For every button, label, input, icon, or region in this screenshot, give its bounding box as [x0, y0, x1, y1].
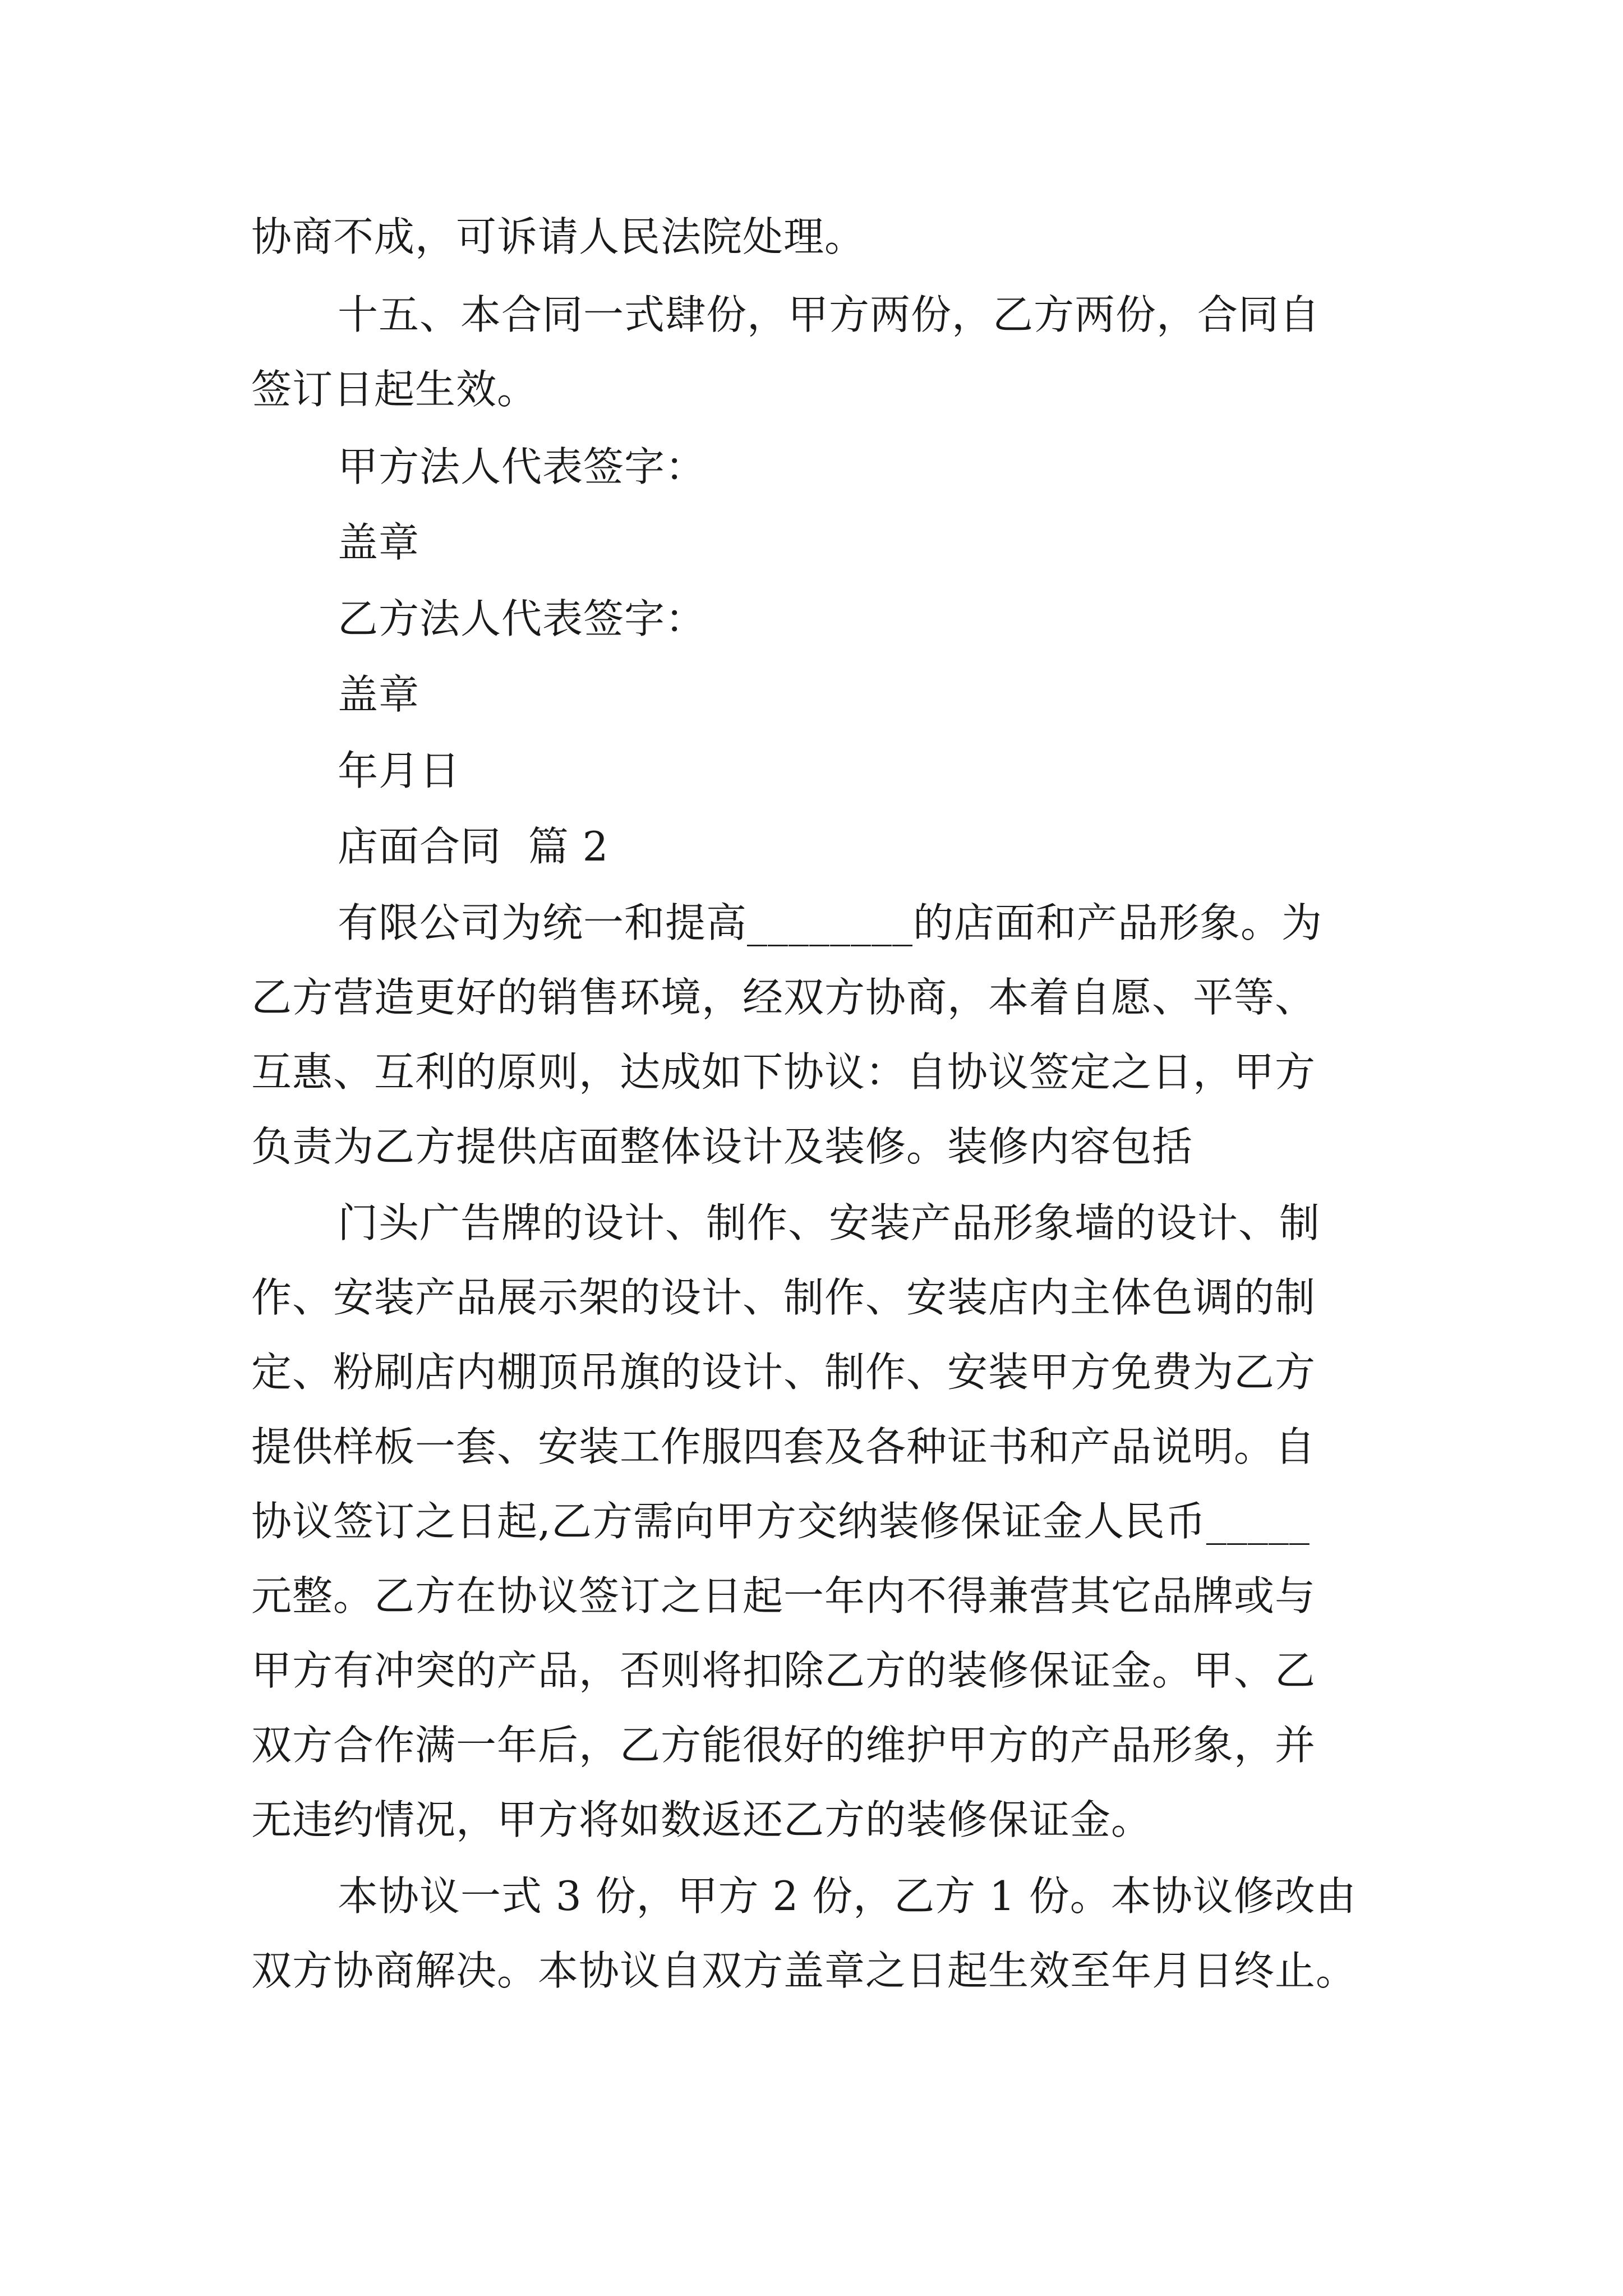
text-line: 盖章 — [338, 671, 420, 718]
text-line: 互惠、互利的原则，达成如下协议：自协议签定之日，甲方 — [251, 1048, 1316, 1096]
text-line: 无违约情况，甲方将如数返还乙方的装修保证金。 — [251, 1796, 1152, 1843]
text-line: 十五、本合同一式肆份，甲方两份，乙方两份，合同自 — [338, 291, 1321, 338]
text-line: 门头广告牌的设计、制作、安装产品形象墙的设计、制 — [338, 1199, 1321, 1246]
text-line: 双方合作满一年后，乙方能很好的维护甲方的产品形象，并 — [251, 1722, 1316, 1769]
text-line: 签订日起生效。 — [251, 366, 538, 413]
text-line: 协商不成，可诉请人民法院处理。 — [251, 213, 866, 260]
text-line: 乙方营造更好的销售环境，经双方协商，本着自愿、平等、 — [251, 974, 1316, 1021]
section-heading: 店面合同 篇 2 — [338, 823, 609, 870]
text-line: 甲方法人代表签字： — [338, 443, 707, 490]
text-line: 有限公司为统一和提高________的店面和产品形象。为 — [338, 899, 1323, 946]
text-line: 甲方有冲突的产品，否则将扣除乙方的装修保证金。甲、乙 — [251, 1647, 1316, 1694]
text-line: 盖章 — [338, 519, 420, 566]
text-line: 作、安装产品展示架的设计、制作、安装店内主体色调的制 — [251, 1274, 1316, 1321]
text-line: 提供样板一套、安装工作服四套及各种证书和产品说明。自 — [251, 1423, 1316, 1470]
text-line: 年月日 — [338, 747, 461, 794]
text-line: 负责为乙方提供店面整体设计及装修。装修内容包括 — [251, 1123, 1193, 1170]
text-line: 协议签订之日起,乙方需向甲方交纳装修保证金人民币_____ — [251, 1498, 1310, 1545]
text-line: 乙方法人代表签字： — [338, 595, 707, 642]
text-line: 本协议一式 3 份，甲方 2 份，乙方 1 份。本协议修改由 — [338, 1872, 1357, 1920]
text-line: 定、粉刷店内棚顶吊旗的设计、制作、安装甲方免费为乙方 — [251, 1349, 1316, 1396]
text-line: 元整。乙方在协议签订之日起一年内不得兼营其它品牌或与 — [251, 1572, 1316, 1619]
text-line: 双方协商解决。本协议自双方盖章之日起生效至年月日终止。 — [251, 1947, 1357, 1994]
